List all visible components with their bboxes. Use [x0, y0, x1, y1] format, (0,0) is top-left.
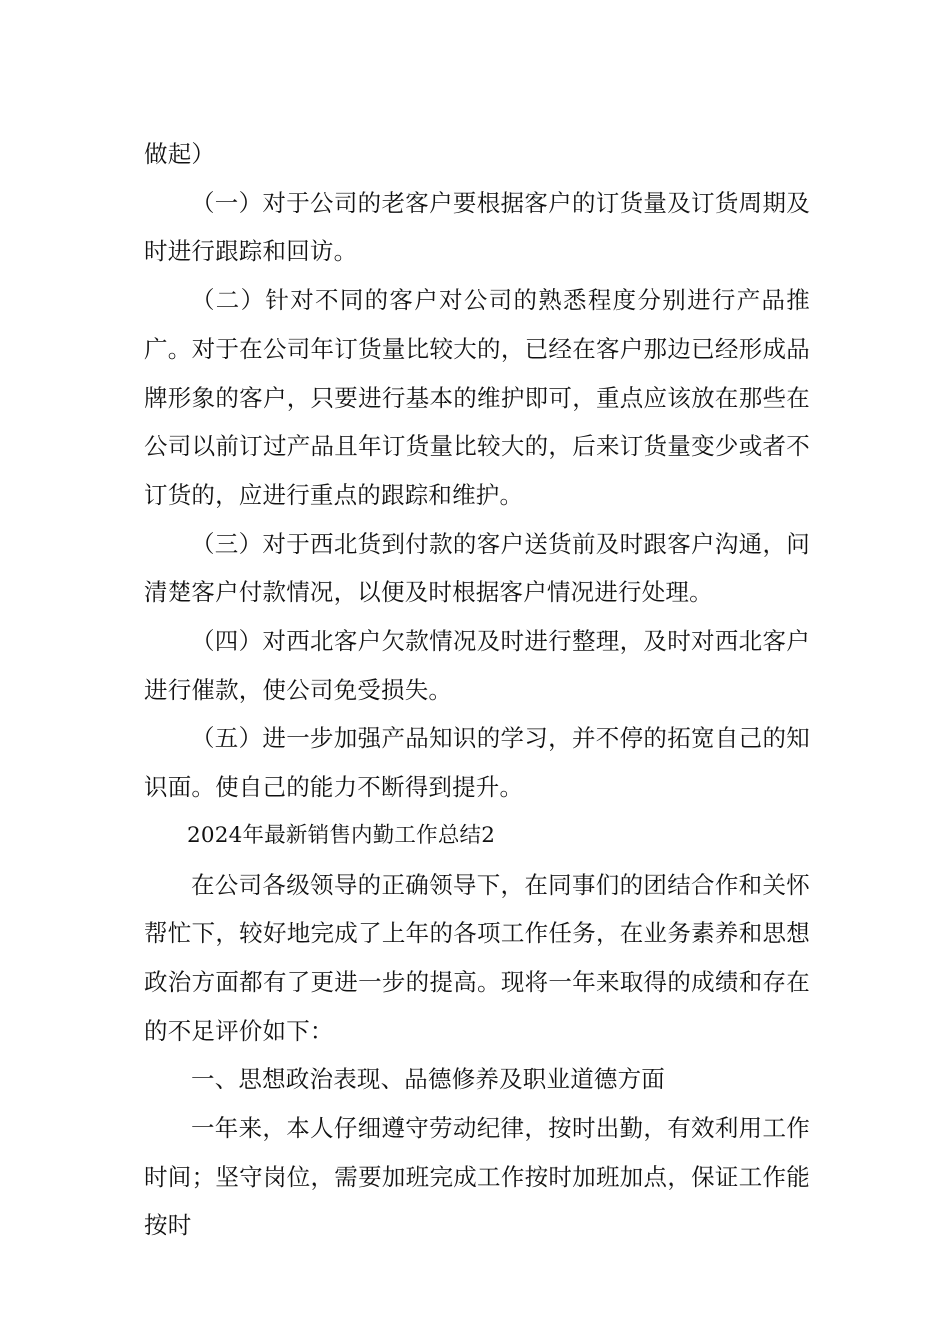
paragraph-body: 一年来，本人仔细遵守劳动纪律，按时出勤，有效利用工作时间；坚守岗位，需要加班完成工作按时加班加点，保证工作能按时: [144, 1114, 810, 1240]
paragraph-continuation: 做起）: [144, 140, 216, 168]
paragraph-intro: 在公司各级领导的正确领导下，在同事们的团结合作和关怀帮忙下，较好地完成了上年的各项工作任务，在业务素养和思想政治方面都有了更进一步的提高。现将一年来取得的成绩和存在的不足评价如下：: [144, 870, 810, 1045]
paragraph-item-4: （四）对西北客户欠款情况及时进行整理，及时对西北客户进行催款，使公司免受损失。: [144, 627, 810, 704]
section-heading-1: 一、思想政治表现、品德修养及职业道德方面: [191, 1065, 665, 1094]
document-body: [144, 130, 810, 1250]
paragraph-item-1: （一）对于公司的老客户要根据客户的订货量及订货周期及时进行跟踪和回访。: [144, 188, 810, 266]
section-title: 2024年最新销售内勤工作总结2: [187, 822, 496, 848]
paragraph-item-5: （五）进一步加强产品知识的学习，并不停的拓宽自己的知识面。使自己的能力不断得到提升。: [144, 724, 810, 802]
paragraph-item-2: （二）针对不同的客户对公司的熟悉程度分别进行产品推广。对于在公司年订货量比较大的，已经在客户那边已经形成品牌形象的客户，只要进行基本的维护即可，重点应该放在那些在公司以前订过产品且年订货量比较大的，后来订货量变少或者不订货的，应进行重点的跟踪和维护。: [144, 286, 810, 509]
paragraph-item-3: （三）对于西北货到付款的客户送货前及时跟客户沟通，问清楚客户付款情况，以便及时根据客户情况进行处理。: [144, 529, 810, 607]
